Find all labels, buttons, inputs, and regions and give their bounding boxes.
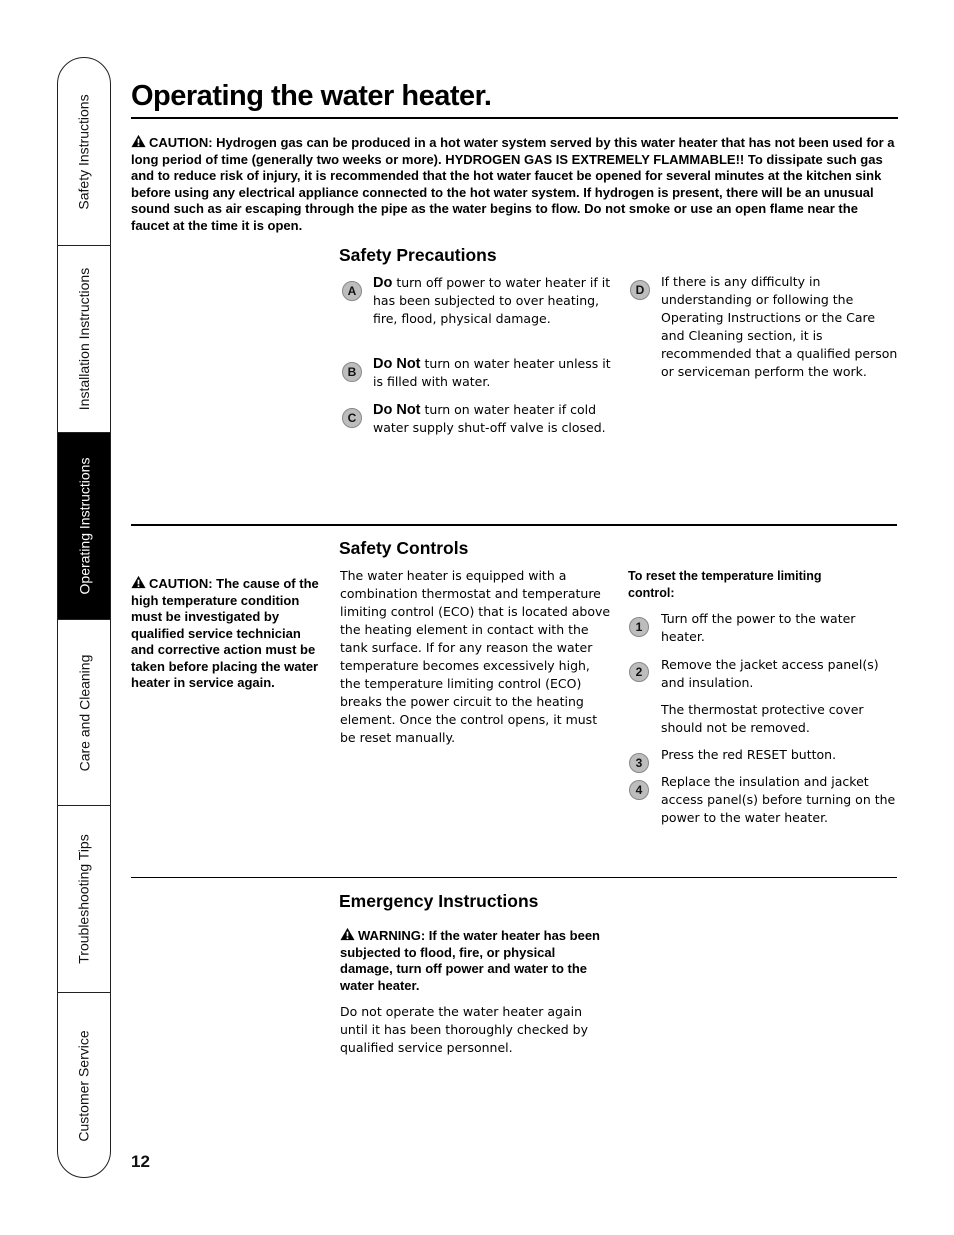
warning-triangle-icon xyxy=(131,134,146,148)
precaution-text: turn on water heater unless it is filled with water. xyxy=(373,356,611,389)
badge-d: D xyxy=(630,280,650,300)
precaution-lead: Do Not xyxy=(373,356,421,372)
title-rule xyxy=(131,117,898,119)
badge-c: C xyxy=(342,408,362,428)
emergency-warning-text: WARNING: If the water heater has been subjected to flood, fire, or physical damage, turn off power and water to the water heater. xyxy=(340,928,600,993)
tab-operating-instructions[interactable] xyxy=(58,432,110,619)
warning-triangle-icon xyxy=(131,575,146,589)
tab-care-and-cleaning[interactable] xyxy=(58,619,110,805)
step-badge-1: 1 xyxy=(629,617,649,637)
page-number: 12 xyxy=(131,1152,150,1171)
emergency-heading: Emergency Instructions xyxy=(339,891,539,911)
step-badge-4: 4 xyxy=(629,780,649,800)
tab-label: Operating Instructions xyxy=(76,457,92,595)
step-text: Press the red RESET button. xyxy=(661,747,837,762)
tab-label: Care and Cleaning xyxy=(76,654,92,771)
precaution-lead: Do Not xyxy=(373,402,421,418)
tab-label: Safety Instructions xyxy=(76,93,93,210)
page-title: Operating the water heater. xyxy=(131,80,492,112)
tab-label: Troubleshooting Tips xyxy=(76,834,93,964)
section-divider xyxy=(131,524,897,526)
badge-b: B xyxy=(342,362,362,382)
section-tab-bar xyxy=(57,57,111,1178)
safety-controls-heading: Safety Controls xyxy=(339,538,469,558)
warning-triangle-icon xyxy=(340,927,355,941)
hydrogen-caution xyxy=(131,134,897,234)
tab-installation-instructions[interactable] xyxy=(58,245,110,432)
tab-troubleshooting-tips[interactable] xyxy=(58,805,110,992)
section-divider xyxy=(131,877,897,878)
emergency-warning xyxy=(340,927,600,994)
high-temperature-caution-text: CAUTION: The cause of the high temperature condition must be investigated by qualified service technician and corrective action must be taken before placing the water heater in service again. xyxy=(131,576,319,690)
tab-label: Installation Instructions xyxy=(76,267,92,411)
step-text: Remove the jacket access panel(s) and insulation. xyxy=(661,657,879,690)
tab-safety-instructions[interactable] xyxy=(58,58,110,245)
step-badge-3: 3 xyxy=(629,753,649,773)
hydrogen-caution-text: CAUTION: Hydrogen gas can be produced in a hot water system served by this water heater that has not been used for a long period of time (generally two weeks or more). HYDROGEN GAS IS EXTREMELY FLAMMABLE!! To dissipate such gas and to reduce risk of injury, it is recommended that the hot water faucet be opened for several minutes at the kitchen sink before using any electrical appliance connected to the hot water system. If hydrogen is present, there will be an unusual sound such as air escaping through the pipe as the water begins to flow. Do not smoke or use an open flame near the faucet at the time it is open. xyxy=(131,135,895,233)
step-text: Turn off the power to the water heater. xyxy=(661,611,856,644)
reset-heading: To reset the temperature limiting control: xyxy=(628,569,822,600)
precaution-text: turn on water heater if cold water supply shut-off valve is closed. xyxy=(373,402,606,435)
step-badge-2: 2 xyxy=(629,662,649,682)
step-text: Replace the insulation and jacket access panel(s) before turning on the power to the water heater. xyxy=(661,774,896,825)
precaution-lead: Do xyxy=(373,275,393,291)
tab-label: Customer Service xyxy=(76,1030,93,1142)
safety-precautions-heading: Safety Precautions xyxy=(339,245,497,265)
high-temperature-caution xyxy=(131,575,323,692)
tab-customer-service[interactable] xyxy=(58,992,110,1178)
eco-description: The water heater is equipped with a combination thermostat and temperature limiting control (ECO) that is located above the heating element in contact with the tank surface. If for any reason the water temperature becomes excessively high, the temperature limiting control (ECO) breaks the power circuit to the heating element. Once the control opens, it must be reset manually. xyxy=(340,568,611,745)
precaution-text: turn off power to water heater if it has been subjected to over heating, fire, flood, physical damage. xyxy=(373,275,611,326)
precaution-text: If there is any difficulty in understanding or following the Operating Instructions or the Care and Cleaning section, it is recommended that a qualified person or serviceman perform the work. xyxy=(661,274,898,379)
badge-a: A xyxy=(342,281,362,301)
step-note-text: The thermostat protective cover should not be removed. xyxy=(661,702,864,735)
emergency-text: Do not operate the water heater again until it has been thoroughly checked by qualified service personnel. xyxy=(340,1004,588,1055)
